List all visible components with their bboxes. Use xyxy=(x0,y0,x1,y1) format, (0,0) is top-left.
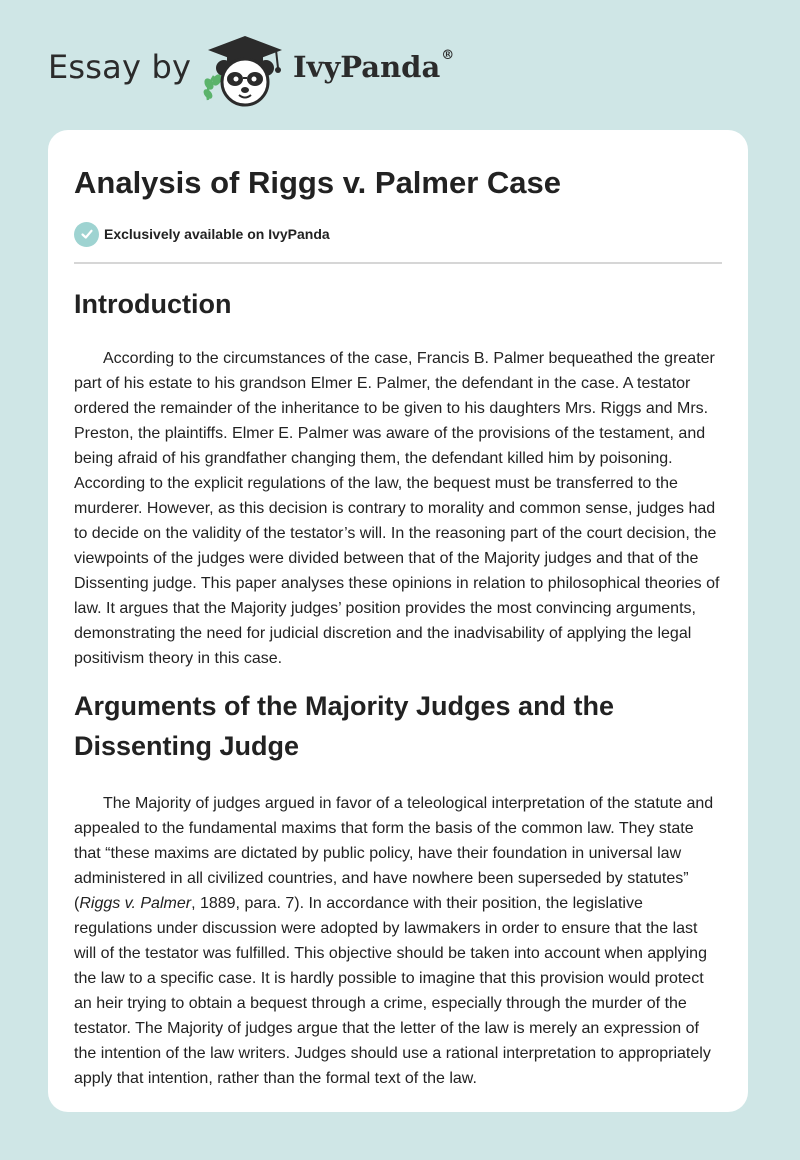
essay-by-label: Essay by xyxy=(48,48,192,86)
ivypanda-brand[interactable]: IvyPanda® xyxy=(293,48,455,84)
exclusive-badge-label: Exclusively available on IvyPanda xyxy=(104,226,330,242)
section-heading-introduction: Introduction xyxy=(74,289,232,319)
introduction-paragraph: According to the circumstances of the case, Francis B. Palmer bequeathed the greater part of his estate to his grandson Elmer E. Palmer, the defendant in the case. A testator ordered the remainder of the inheritance to be given to his daughters Mrs. Riggs and Mrs. Preston, the plaintiffs. Elmer E. Palmer was aware of the provisions of the testament, and being afraid of his grandfather changing them, the defendant killed him by poisoning. According to the explicit regulations of the law, the bequest must be transferred to the murderer. However, as this decision is contrary to morality and common sense, judges had to decide on the validity of the testator’s will. In the reasoning part of the court decision, the viewpoints of the judges were divided between that of the Majority judges and that of the Dissenting judge. This paper analyses these opinions in relation to philosophical theories of law. It argues that the Majority judges’ position provides the most convincing arguments, demonstrating the need for judicial discretion and the inadvisability of applying the legal positivism theory in this case. xyxy=(74,350,720,667)
section-heading-arguments: Arguments of the Majority Judges and the Dissenting Judge xyxy=(74,691,615,761)
trademark-symbol: ® xyxy=(441,48,455,63)
divider xyxy=(74,262,722,264)
page-title: Analysis of Riggs v. Palmer Case xyxy=(74,165,562,200)
panda-graduate-icon[interactable] xyxy=(200,34,290,108)
arguments-paragraph: The Majority of judges argued in favor of a teleological interpretation of the statute and appealed to the fundamental maxims that form the basis of the common law. They state that “these maxims are dictated by public policy, have their foundation in universal law administered in all civilized countries, and have nowhere been superseded by statutes” (Riggs v. Palmer, 1889, para. 7). In accordance with their position, the legislative regulations under discussion were adopted by lawmakers in order to ensure that the last will of the testator was fulfilled. This objective should be taken into account when applying the law to a specific case. It is hardly possible to imagine that this provision would protect an heir trying to obtain a bequest through a crime, especially through the murder of the testator. The Majority of judges argue that the letter of the law is merely an expression of the intention of the law writers. Judges should use a rational interpretation to appropriately apply that intention, rather than the formal text of the law. xyxy=(74,795,714,1087)
case-citation: Riggs v. Palmer xyxy=(79,895,192,912)
site-header xyxy=(48,30,548,110)
essay-card xyxy=(48,130,748,1112)
check-icon xyxy=(74,222,99,247)
exclusive-badge xyxy=(74,220,722,248)
